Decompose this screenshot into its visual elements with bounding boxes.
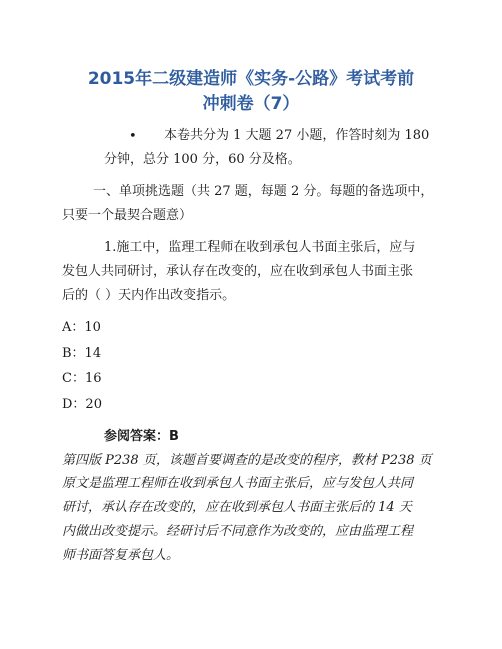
option-b: B：14 (62, 346, 102, 361)
intro-line-1: 本卷共分为 1 大题 27 小题，作答时刻为 180 (164, 128, 430, 143)
section-heading-line-1: 一、单项挑选题（共 27 题，每题 2 分。每题的备选项中， (93, 184, 434, 199)
option-a: A：10 (62, 320, 101, 335)
explanation-line-3: 研讨，承认存在改变的，应在收到承包人书面主张后的 14 天 (62, 500, 412, 515)
explanation-line-2: 原文是监理工程师在收到承包人书面主张后，应与发包人共同 (62, 476, 414, 491)
option-c: C：16 (62, 371, 102, 386)
question-line-1: 1.施工中，监理工程师在收到承包人书面主张后，应与 (104, 240, 416, 255)
document-title-line-2: 冲刺卷（7） (202, 94, 300, 114)
option-d: D：20 (62, 397, 102, 412)
intro-line-2: 分钟，总分 100 分，60 分及格。 (104, 152, 301, 167)
answer-label: 参阅答案：B (104, 429, 179, 444)
document-title-line-1: 2015年二级建造师《实务-公路》考试考前 (87, 69, 415, 89)
question-line-3: 后的（ ）天内作出改变指示。 (62, 288, 236, 303)
explanation-line-1: 第四版 P238 页，该题首要调查的是改变的程序，教材 P238 页 (62, 453, 432, 468)
bullet-icon: • (129, 129, 137, 144)
explanation-line-5: 师书面答复承包人。 (62, 548, 180, 563)
explanation-line-4: 内做出改变提示。经研讨后不同意作为改变的，应由监理工程 (62, 524, 414, 539)
question-line-2: 发包人共同研讨，承认存在改变的，应在收到承包人书面主张 (62, 264, 414, 279)
section-heading-line-2: 只要一个最契合题意） (62, 208, 193, 223)
